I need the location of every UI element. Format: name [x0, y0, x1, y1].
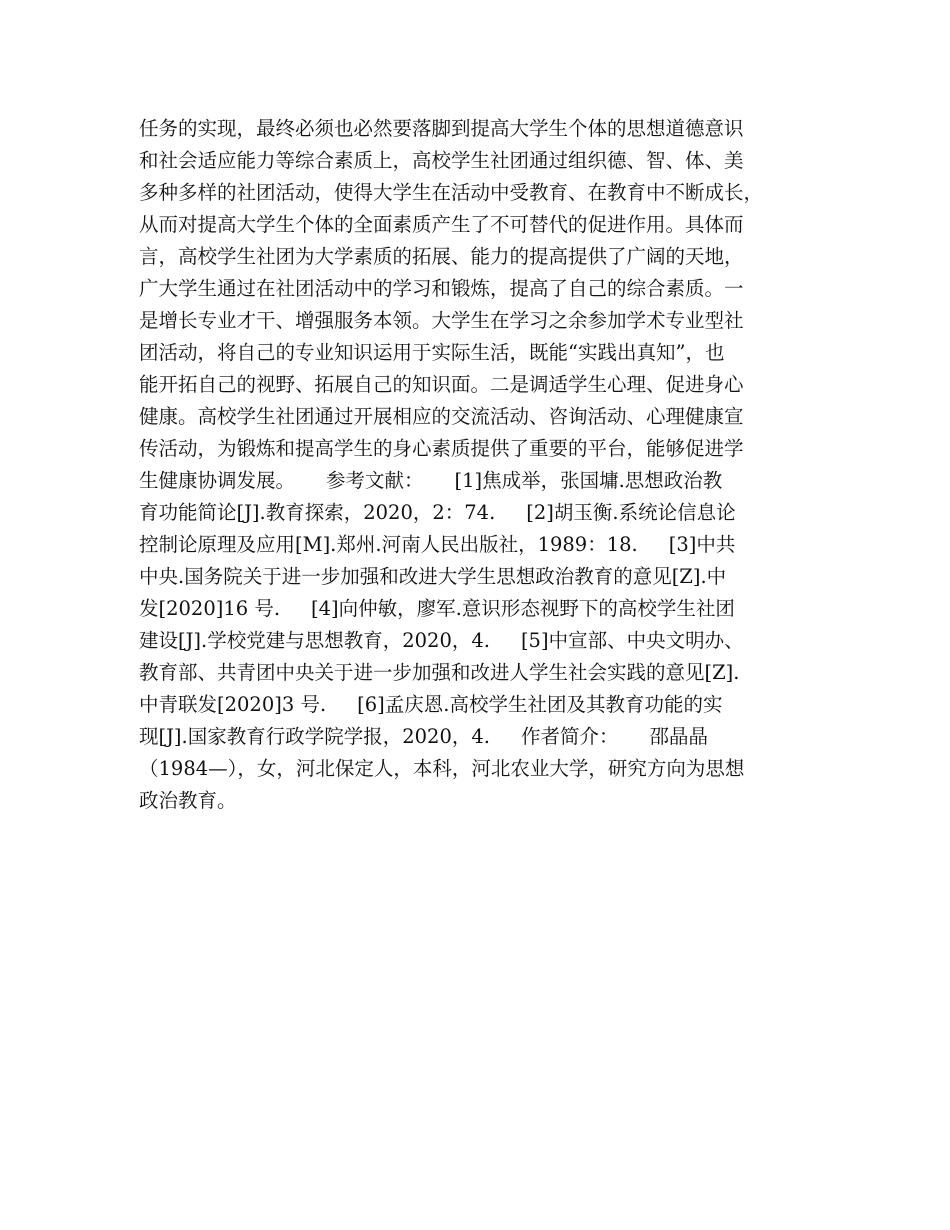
- text-line: 生健康协调发展。 参考文献： [1]焦成举，张国墉.思想政治教: [139, 469, 723, 492]
- reference-line: 控制论原理及应用[M].郑州.河南人民出版社，1989：18. [3]中共: [139, 533, 736, 556]
- text-line: 健康。高校学生社团通过开展相应的交流活动、咨询活动、心理健康宣: [139, 405, 744, 428]
- reference-line: 建设[J].学校党建与思想教育，2020，4. [5]中宣部、中央文明办、: [139, 629, 744, 652]
- text-line: 能开拓自己的视野、拓展自己的知识面。二是调适学生心理、促进身心: [139, 373, 744, 396]
- reference-line: 发[2020]16 号. [4]向仲敏，廖军.意识形态视野下的高校学生社团: [139, 597, 735, 620]
- text-line: 团活动，将自己的专业知识运用于实际生活，既能“实践出真知”，也: [139, 341, 725, 364]
- body-text: [139, 113, 839, 817]
- text-line: 是增长专业才干、增强服务本领。大学生在学习之余参加学术专业型社: [139, 309, 744, 332]
- author-line: 现[J].国家教育行政学院学报，2020，4. 作者简介： 邵晶晶: [139, 725, 708, 748]
- text-line: 任务的实现，最终必须也必然要落脚到提高大学生个体的思想道德意识: [139, 117, 744, 140]
- reference-line: 中青联发[2020]3 号. [6]孟庆恩.高校学生社团及其教育功能的实: [139, 693, 723, 716]
- reference-line: 教育部、共青团中央关于进一步加强和改进人学生社会实践的意见[Z].: [139, 661, 740, 684]
- text-line: 传活动，为锻炼和提高学生的身心素质提供了重要的平台，能够促进学: [139, 437, 744, 460]
- reference-line: 中央.国务院关于进一步加强和改进大学生思想政治教育的意见[Z].中: [139, 565, 727, 588]
- text-line: 言，高校学生社团为大学素质的拓展、能力的提高提供了广阔的天地，: [139, 245, 744, 268]
- text-line: 广大学生通过在社团活动中的学习和锻炼，提高了自己的综合素质。一: [139, 277, 744, 300]
- author-line: （1984—），女，河北保定人，本科，河北农业大学，研究方向为思想: [139, 757, 745, 780]
- text-line: 多种多样的社团活动，使得大学生在活动中受教育、在教育中不断成长，: [139, 181, 764, 204]
- text-line: 从而对提高大学生个体的全面素质产生了不可替代的促进作用。具体而: [139, 213, 744, 236]
- author-line: 政治教育。: [139, 789, 237, 812]
- text-line: 和社会适应能力等综合素质上，高校学生社团通过组织德、智、体、美: [139, 149, 744, 172]
- reference-line: 育功能简论[J].教育探索，2020，2：74. [2]胡玉衡.系统论信息论: [139, 501, 736, 524]
